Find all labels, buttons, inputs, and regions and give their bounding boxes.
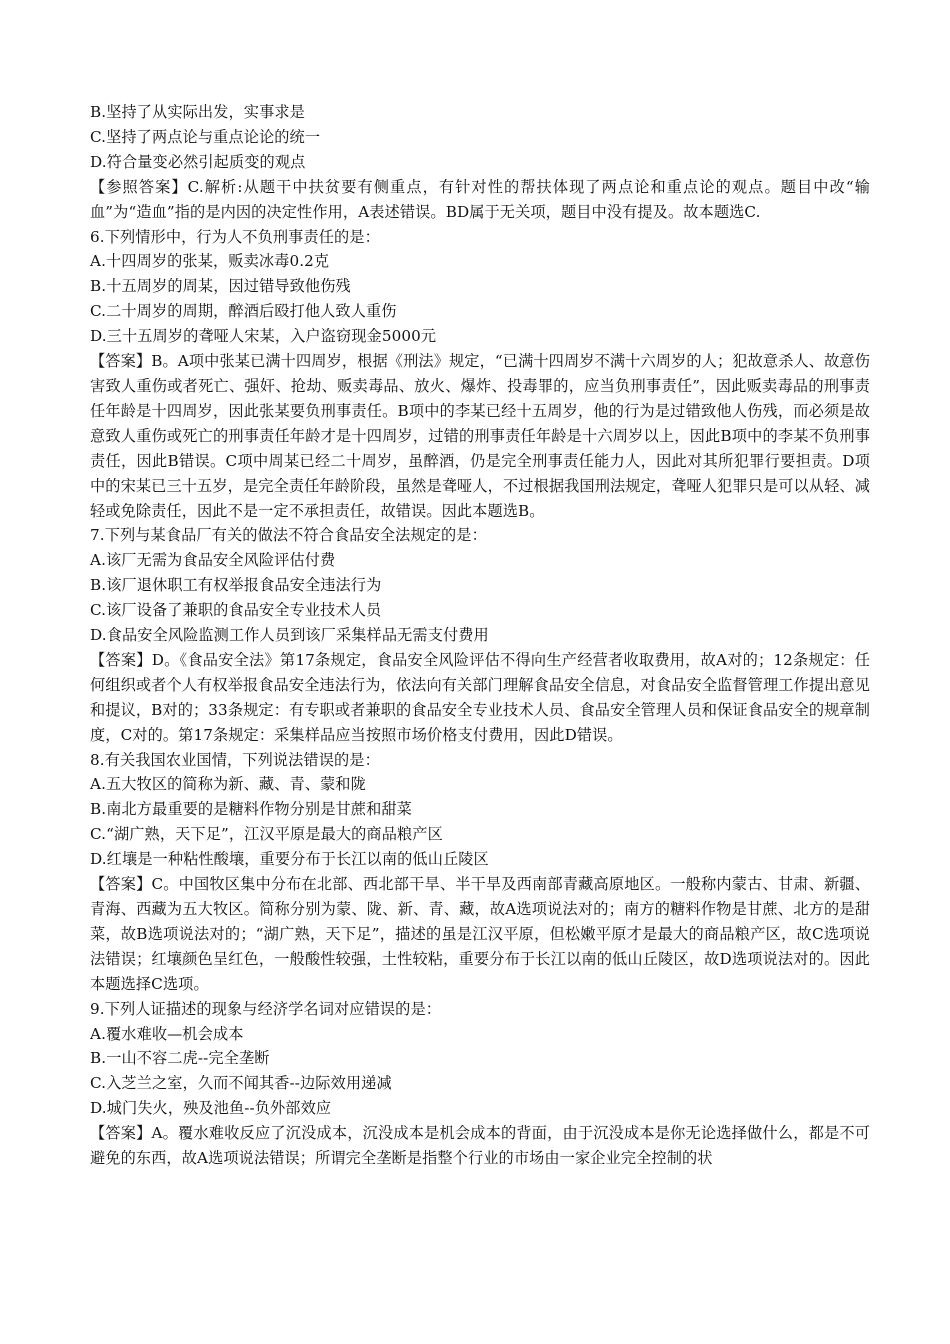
q6-option-b: B.十五周岁的周某，因过错导致他伤残 — [90, 277, 351, 296]
q5-answer: 【参照答案】C.解析:从题干中扶贫要有侧重点，有针对性的帮扶体现了两点论和重点论的观点。题目中改“输血”为“造血”指的是内因的决定性作用，A表述错误。BD属于无关项，题目中没有提及。故本题选C. — [90, 177, 870, 221]
q6-answer: 【答案】B。A项中张某已满十四周岁，根据《刑法》规定，“已满十四周岁不满十六周岁的人；犯故意杀人、故意伤害致人重伤或者死亡、强奸、抢劫、贩卖毒品、放火、爆炸、投毒罪的，应当负刑事责任”，因此贩卖毒品的刑事责任年龄是十四周岁，因此张某要负刑事责任。B项中的李某已经十五周岁，他的行为是过错致他人伤残，而必须是故意致人重伤或死亡的刑事责任年龄才是十四周岁，过错的刑事责任年龄是十六周岁以上，因此B项中的李某不负刑事责任，因此B错误。C项中周某已经二十周岁，虽醉酒，仍是完全刑事责任能力人，因此对其所犯罪行要担责。D项中的宋某已三十五岁，是完全责任年龄阶段，虽然是聋哑人，不过根据我国刑法规定，聋哑人犯罪只是可以从轻、减轻或免除责任，因此不是一定不承担责任，故错误。因此本题选B。 — [90, 352, 870, 520]
q9-question: 9.下列人证描述的现象与经济学名词对应错误的是： — [90, 999, 442, 1018]
q8-answer: 【答案】C。中国牧区集中分布在北部、西北部干旱、半干旱及西南部青藏高原地区。一般称内蒙古、甘肃、新疆、青海、西藏为五大牧区。简称分别为蒙、陇、新、青、藏，故A选项说法对的；南方的糖料作物是甘蔗、北方的是甜菜，故B选项说法对的；“湖广熟，天下足”，描述的虽是江汉平原，但松嫩平原才是最大的商品粮产区，故C选项说法错误；红壤颜色呈红色，一般酸性较强，土性较粘，重要分布于长江以南的低山丘陵区，故D选项说法对的。因此本题选择C选项。 — [90, 875, 870, 993]
question-6 — [90, 225, 870, 524]
q8-option-c: C.“湖广熟，天下足”，江汉平原是最大的商品粮产区 — [90, 825, 443, 844]
q8-option-a: A.五大牧区的简称为新、藏、青、蒙和陇 — [90, 775, 366, 794]
q5-option-d: D.符合量变必然引起质变的观点 — [90, 152, 306, 171]
q9-answer: 【答案】A。覆水难收反应了沉没成本，沉没成本是机会成本的背面，由于沉没成本是你无论选择做什么，都是不可避免的东西，故A选项说法错误；所谓完全垄断是指整个行业的市场由一家企业完全控制的状 — [90, 1124, 870, 1168]
q9-option-b: B.一山不容二虎--完全垄断 — [90, 1049, 270, 1068]
q8-question: 8.有关我国农业国情，下列说法错误的是： — [90, 750, 380, 769]
q6-option-a: A.十四周岁的张某，贩卖冰毒0.2克 — [90, 252, 330, 271]
q6-option-d: D.三十五周岁的聋哑人宋某，入户盗窃现金5000元 — [90, 327, 437, 346]
question-7 — [90, 523, 870, 747]
q9-option-d: D.城门失火，殃及池鱼--负外部效应 — [90, 1099, 332, 1118]
document-page — [90, 100, 870, 1171]
q5-option-b: B.坚持了从实际出发，实事求是 — [90, 103, 305, 121]
question-5-tail — [90, 100, 870, 225]
q6-question: 6.下列情形中，行为人不负刑事责任的是： — [90, 227, 380, 246]
q7-option-d: D.食品安全风险监测工作人员到该厂采集样品无需支付费用 — [90, 626, 489, 645]
question-9 — [90, 997, 870, 1171]
q7-option-b: B.该厂退休职工有权举报食品安全违法行为 — [90, 576, 382, 595]
q7-question: 7.下列与某食品厂有关的做法不符合食品安全法规定的是： — [90, 526, 487, 545]
q6-option-c: C.二十周岁的周期，醉酒后殴打他人致人重伤 — [90, 302, 397, 321]
question-8 — [90, 748, 870, 997]
q7-option-a: A.该厂无需为食品安全风险评估付费 — [90, 551, 336, 570]
q7-option-c: C.该厂设备了兼职的食品安全专业技术人员 — [90, 601, 382, 620]
q8-option-d: D.红壤是一种粘性酸壤，重要分布于长江以南的低山丘陵区 — [90, 850, 489, 869]
q7-answer: 【答案】D。《食品安全法》第17条规定，食品安全风险评估不得向生产经营者收取费用，故A对的；12条规定：任何组织或者个人有权举报食品安全违法行为，依法向有关部门理解食品安全信息，对食品安全监督管理工作提出意见和提议，B对的；33条规定：有专职或者兼职的食品安全专业技术人员、食品安全管理人员和保证食品安全的规章制度，C对的。第17条规定：采集样品应当按照市场价格支付费用，因此D错误。 — [90, 650, 870, 744]
q9-option-c: C.入芝兰之室，久而不闻其香--边际效用递减 — [90, 1074, 392, 1093]
q8-option-b: B.南北方最重要的是糖料作物分别是甘蔗和甜菜 — [90, 800, 412, 819]
q5-option-c: C.坚持了两点论与重点论论的统一 — [90, 127, 321, 146]
q9-option-a: A.覆水难收—机会成本 — [90, 1024, 244, 1043]
